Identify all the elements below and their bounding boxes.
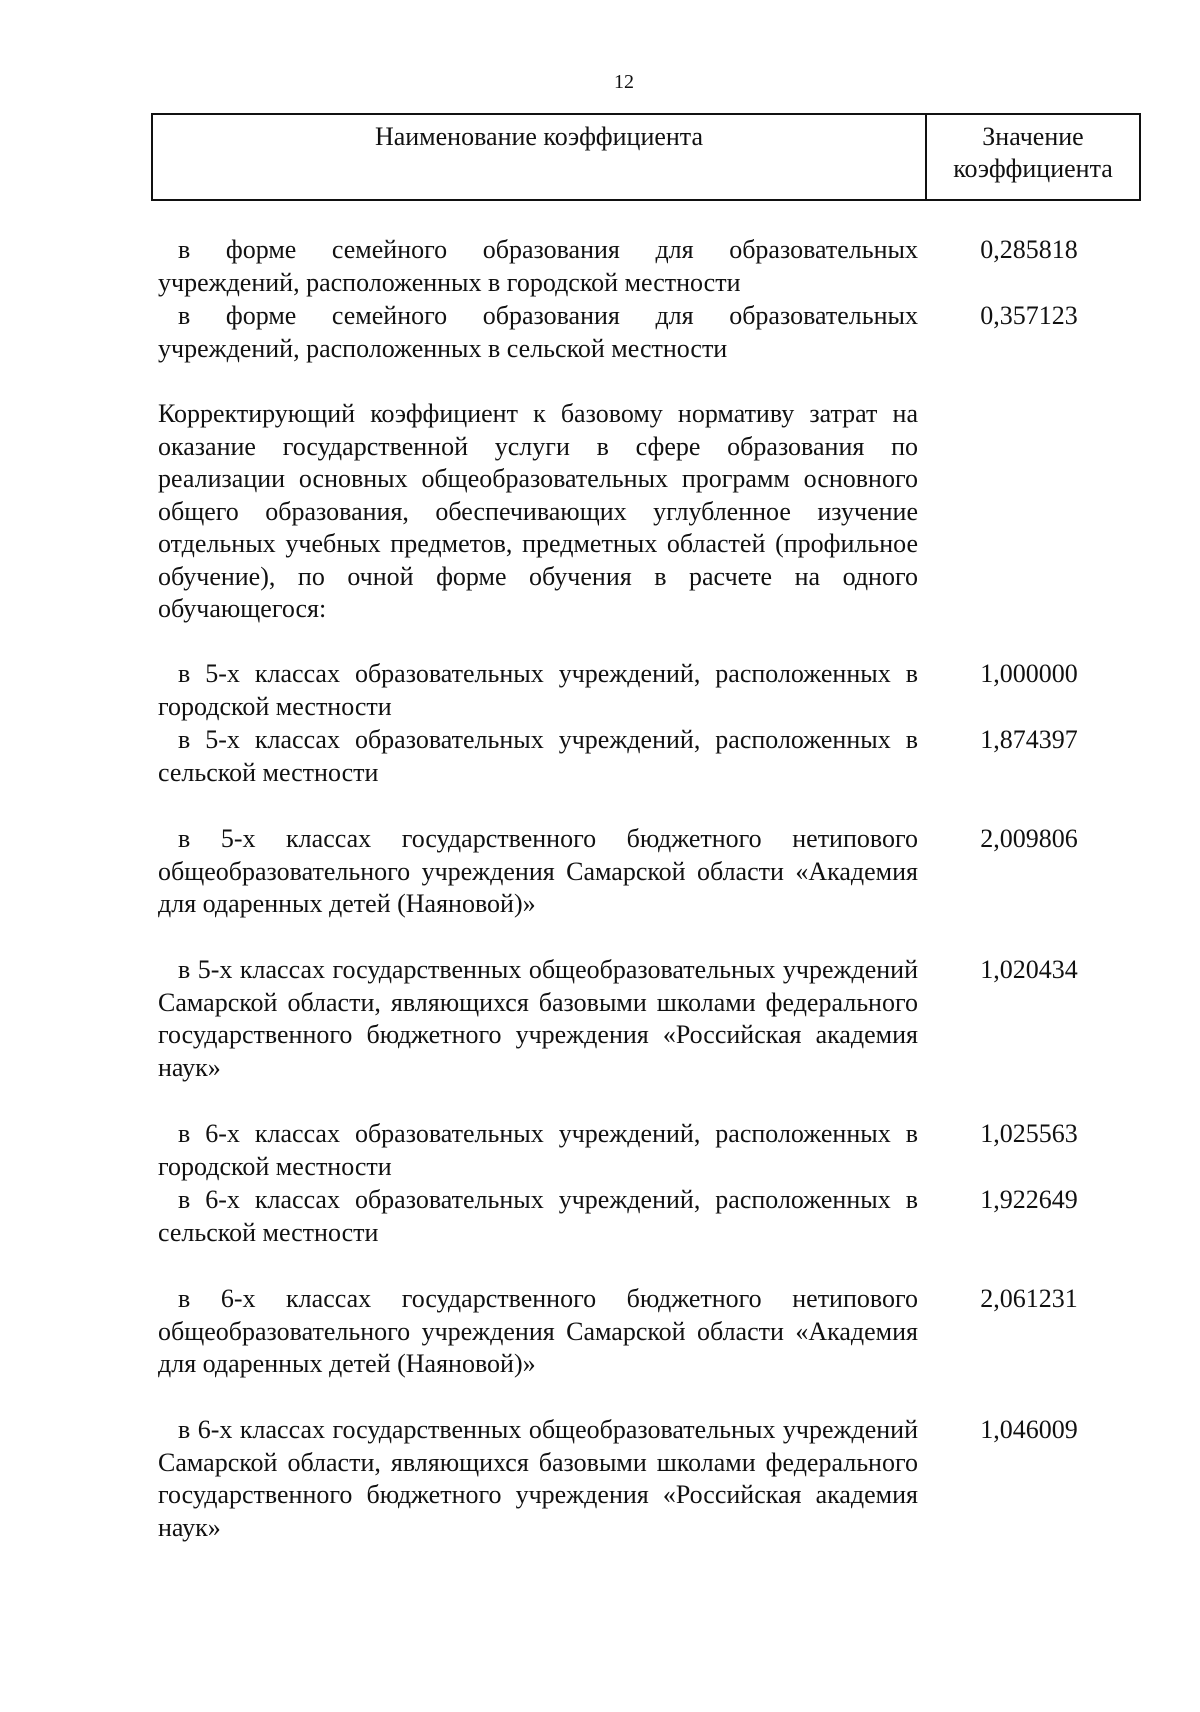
coefficient-row <box>158 1118 918 1183</box>
coefficient-value: 1,874397 <box>980 725 1078 754</box>
coefficient-group-text: Корректирующий коэффициент к базовому нормативу затрат на оказание государственной услуги в сфере образования по реализации основных общеобразовательных программ основного общего образования, обеспечивающих углубленное изучение отдельных учебных предметов, предметных областей (профильное обучение), по очной форме обучения в расчете на одного обучающегося: <box>158 399 918 623</box>
coefficient-value: 2,009806 <box>980 824 1078 853</box>
coefficient-name: в 5-х классах государственного бюджетного нетипового общеобразовательного учреждения Самарской области «Академия для одаренных детей (Наяновой)» <box>158 824 918 918</box>
coefficient-row <box>158 724 918 789</box>
coefficient-row <box>158 1184 918 1249</box>
coefficient-row <box>158 1283 918 1381</box>
coefficient-name: в форме семейного образования для образовательных учреждений, расположенных в городской местности <box>158 235 918 297</box>
coefficient-name: в 6-х классах государственных общеобразовательных учреждений Самарской области, являющихся базовыми школами федерального государственного бюджетного учреждения «Российская академия наук» <box>158 1415 918 1542</box>
coefficient-row <box>158 823 918 921</box>
coefficient-value: 1,922649 <box>980 1185 1078 1214</box>
coefficient-name: в форме семейного образования для образовательных учреждений, расположенных в сельской местности <box>158 301 918 363</box>
table-header <box>151 113 1141 201</box>
coefficient-row <box>158 1414 918 1544</box>
coefficient-name: в 5-х классах образовательных учреждений, расположенных в сельской местности <box>158 725 918 787</box>
coefficient-name: в 5-х классах образовательных учреждений, расположенных в городской местности <box>158 659 918 721</box>
column-header-value-line2: коэффициента <box>953 154 1113 183</box>
coefficient-value: 1,046009 <box>980 1415 1078 1444</box>
coefficient-value: 0,357123 <box>980 301 1078 330</box>
column-header-name: Наименование коэффициента <box>153 115 927 199</box>
coefficient-value: 0,285818 <box>980 235 1078 264</box>
coefficient-group-heading <box>158 398 918 626</box>
coefficient-row <box>158 300 918 365</box>
column-header-value-line1: Значение <box>982 122 1084 151</box>
coefficient-value: 1,025563 <box>980 1119 1078 1148</box>
page-number: 12 <box>614 71 634 93</box>
column-header-value <box>927 115 1139 199</box>
coefficient-name: в 6-х классах образовательных учреждений, расположенных в сельской местности <box>158 1185 918 1247</box>
coefficient-name: в 6-х классах образовательных учреждений, расположенных в городской местности <box>158 1119 918 1181</box>
coefficient-name: в 6-х классах государственного бюджетного нетипового общеобразовательного учреждения Самарской области «Академия для одаренных детей (Наяновой)» <box>158 1284 918 1378</box>
coefficient-value: 2,061231 <box>980 1284 1078 1313</box>
coefficient-row <box>158 954 918 1084</box>
coefficient-row <box>158 234 918 299</box>
coefficient-name: в 5-х классах государственных общеобразовательных учреждений Самарской области, являющихся базовыми школами федерального государственного бюджетного учреждения «Российская академия наук» <box>158 955 918 1082</box>
coefficient-row <box>158 658 918 723</box>
coefficient-value: 1,020434 <box>980 955 1078 984</box>
coefficient-value: 1,000000 <box>980 659 1078 688</box>
